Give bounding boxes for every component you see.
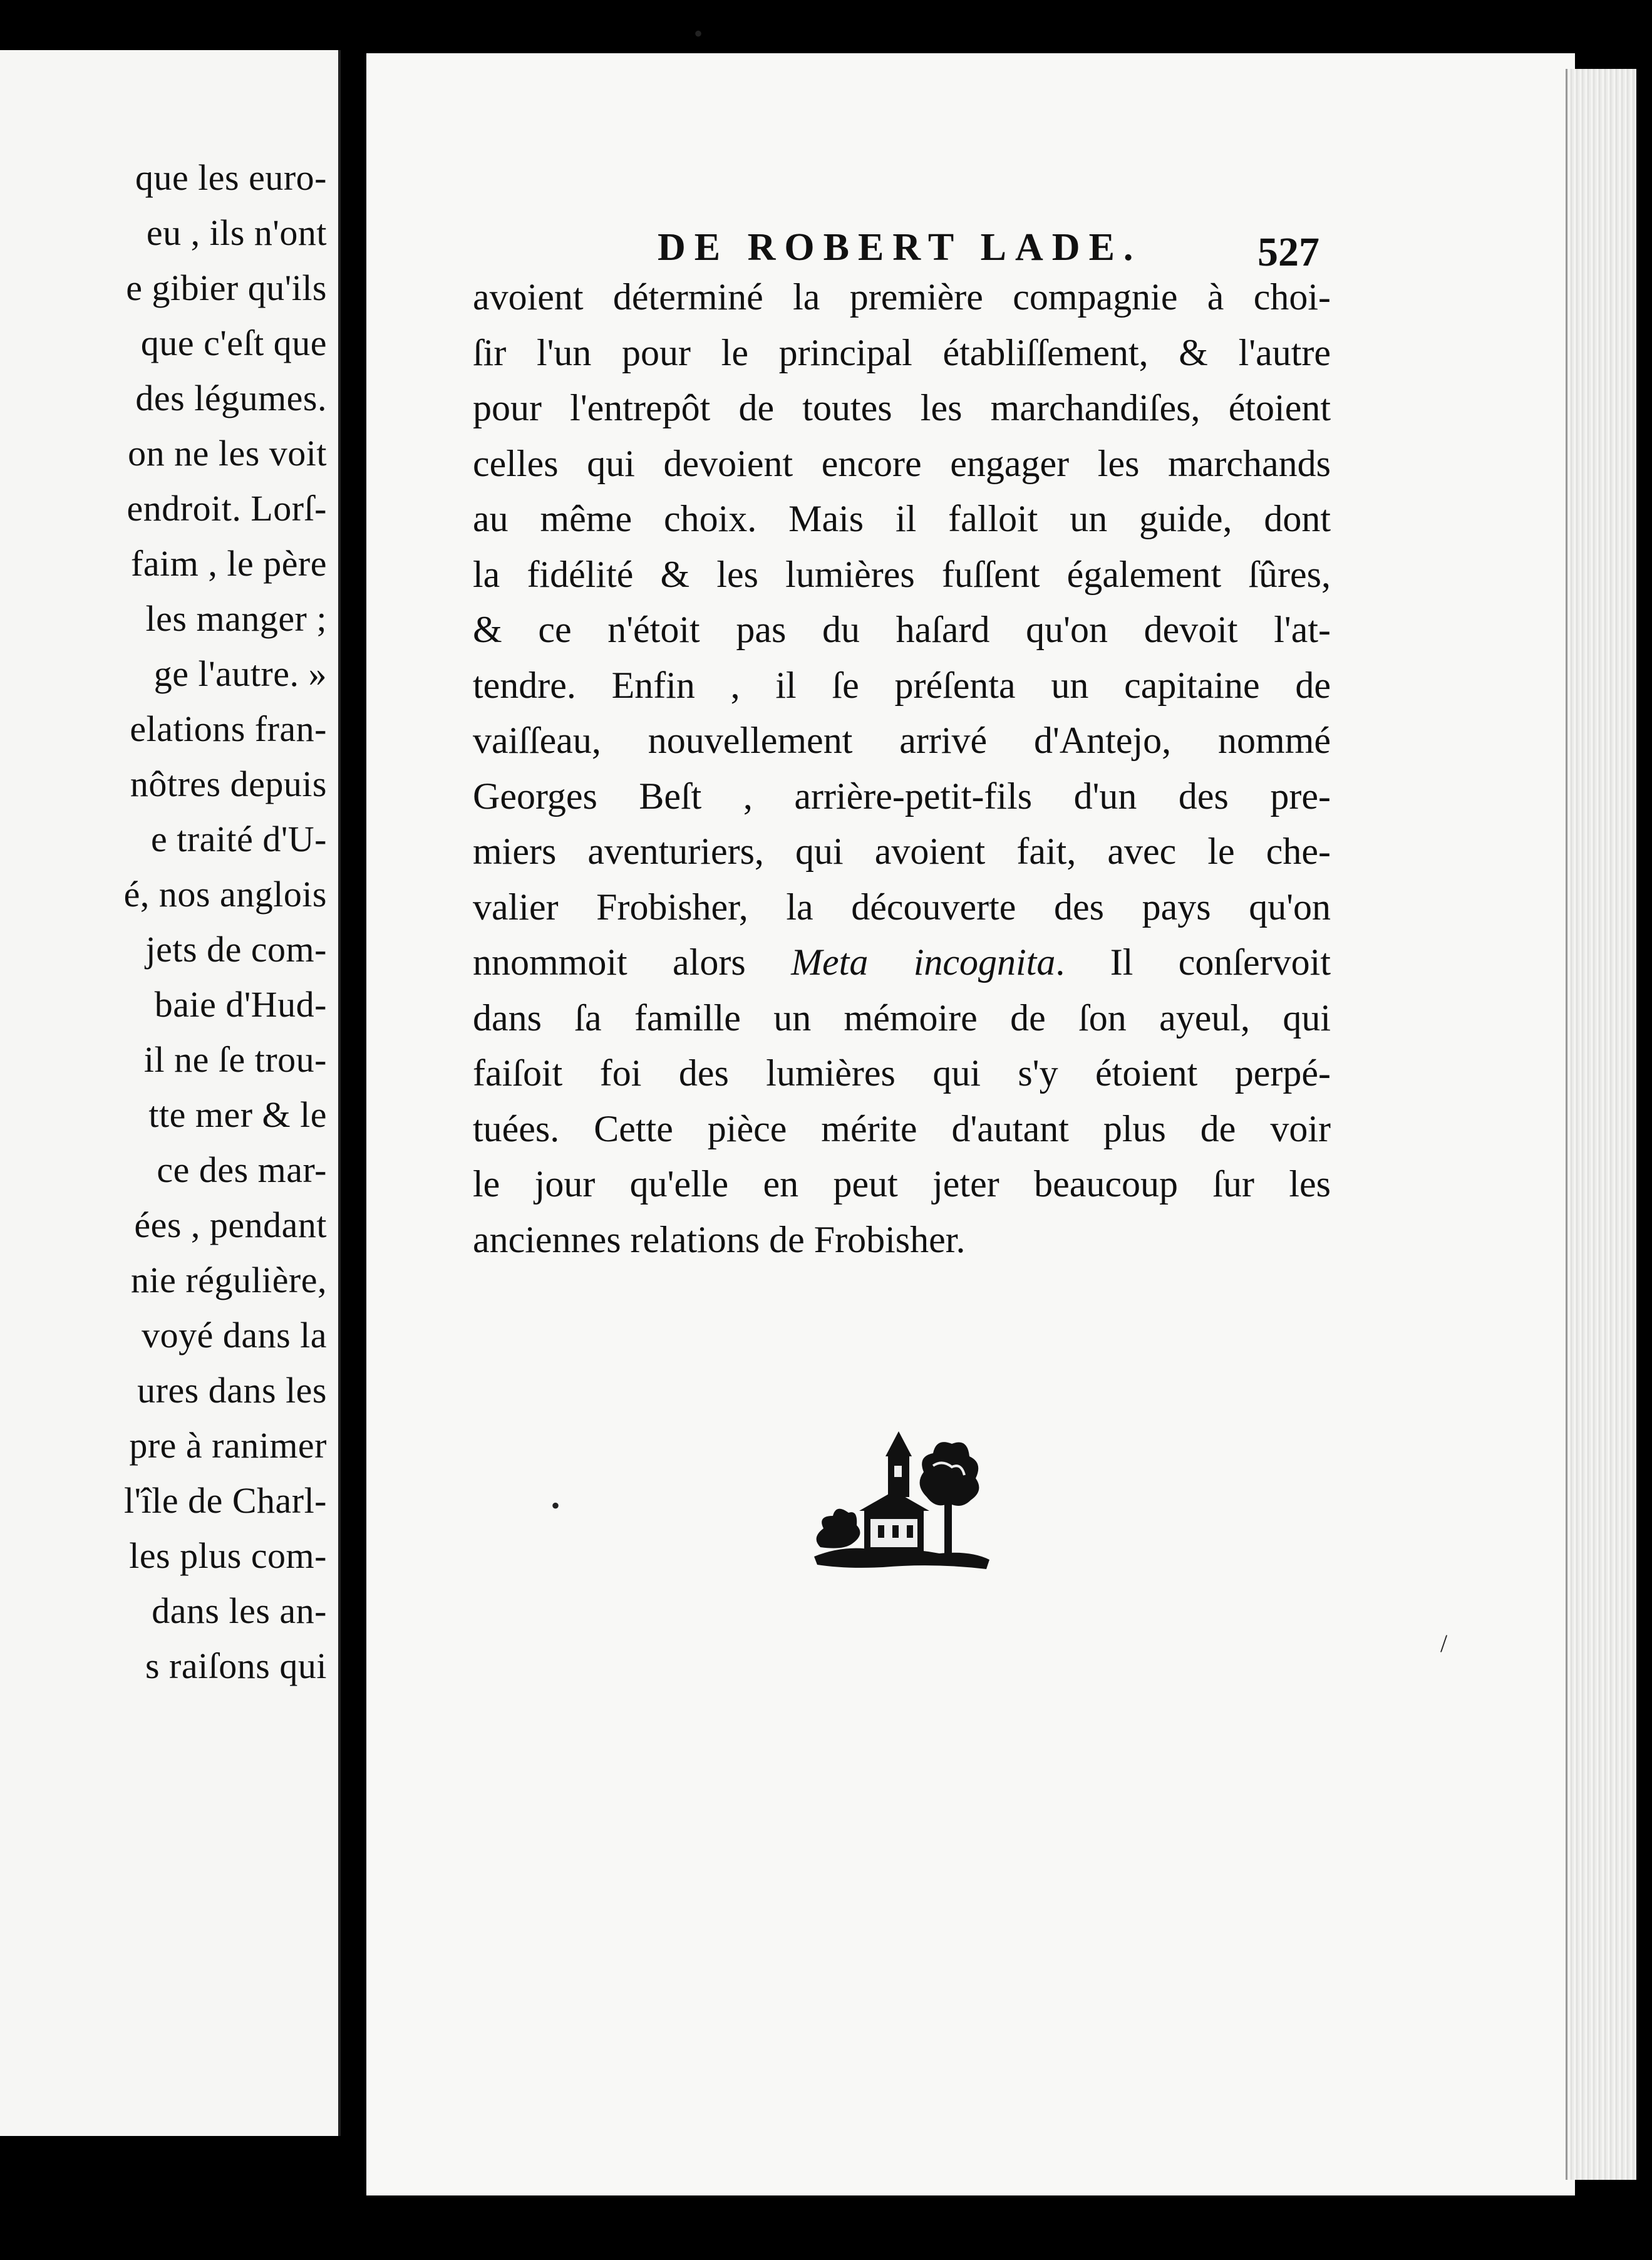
left-line: tte mer & le [148, 1094, 327, 1135]
left-line: nôtres depuis [130, 764, 327, 804]
italic-phrase: Meta incognita [791, 941, 1056, 983]
left-line: dans les an- [152, 1590, 327, 1631]
text-line: tuées. Cette pièce mérite d'autant plus de voir [473, 1107, 1331, 1149]
left-line: pre à ranimer [129, 1425, 327, 1466]
text-line: miers aventuriers, qui avoient fait, avec le che- [473, 831, 1331, 872]
text-segment: nnommoit alors [473, 941, 746, 983]
left-line: il ne ſe trou- [143, 1039, 327, 1080]
left-line: ées , pendant [134, 1205, 327, 1245]
text-line: vaiſſeau, nouvellement arrivé d'Antejo, nommé [473, 720, 1331, 761]
page-edges [1566, 69, 1636, 2180]
book-gutter [343, 50, 366, 2192]
left-line: jets de com- [145, 929, 327, 970]
body-text [473, 269, 1331, 1267]
text-line: dans ſa famille un mémoire de ſon ayeul, qui [473, 997, 1331, 1039]
text-line-with-italic [473, 935, 1331, 990]
left-line: ures dans les [137, 1370, 327, 1411]
text-line: Georges Beſt , arrière-petit-fils d'un des pre- [473, 775, 1331, 817]
left-line: ge l'autre. » [153, 653, 327, 694]
text-line: ſir l'un pour le principal établiſſement, & l'autre [473, 331, 1331, 373]
left-line: on ne les voit [128, 433, 327, 474]
left-line: e gibier qu'ils [126, 267, 327, 308]
text-line: la fidélité & les lumières fuſſent également ſûres, [473, 553, 1331, 595]
text-line: le jour qu'elle en peut jeter beaucoup ſur les [473, 1163, 1331, 1205]
left-page [0, 50, 341, 2136]
text-line: anciennes relations de Frobisher. [473, 1218, 966, 1260]
text-line: au même choix. Mais il falloit un guide, dont [473, 498, 1331, 539]
left-line: voyé dans la [142, 1315, 327, 1355]
speck: • [694, 19, 703, 48]
text-line: avoient déterminé la première compagnie à choi- [473, 276, 1331, 318]
left-line: faim , le père [131, 543, 327, 584]
text-line: & ce n'étoit pas du haſard qu'on devoit l'at- [473, 609, 1331, 650]
bleed-through-text [432, 1259, 1296, 1314]
text-line: valier Frobisher, la découverte des pays qu'on [473, 886, 1331, 928]
left-line: ce des mar- [157, 1149, 327, 1190]
tree-church-vignette [808, 1422, 996, 1578]
left-line: eu , ils n'ont [146, 212, 327, 253]
text-line: faiſoit foi des lumières qui s'y étoient perpé- [473, 1052, 1331, 1094]
speck: / [1440, 1629, 1448, 1657]
left-line: nie régulière, [131, 1260, 327, 1300]
left-line: é, nos anglois [123, 874, 327, 915]
left-line: que c'eſt que [140, 323, 327, 363]
page-number: 527 [1257, 229, 1319, 275]
left-line: les plus com- [129, 1535, 327, 1576]
text-line: pour l'entrepôt de toutes les marchandiſes, étoient [473, 387, 1331, 428]
left-line: elations fran- [130, 708, 327, 749]
left-line: e traité d'U- [150, 819, 327, 859]
text-line: tendre. Enfin , il ſe préſenta un capitaine de [473, 664, 1331, 706]
left-line: que les euro- [135, 157, 327, 198]
left-line: s raiſons qui [145, 1646, 327, 1686]
left-line: des légumes. [135, 378, 327, 418]
left-line: endroit. Lorſ- [126, 488, 327, 529]
running-head: DE ROBERT LADE. [658, 226, 1142, 269]
speck: • [551, 1491, 560, 1520]
left-line: baie d'Hud- [154, 984, 327, 1025]
left-line: les manger ; [145, 598, 327, 639]
left-line: l'île de Charl- [124, 1480, 327, 1521]
text-line: celles qui devoient encore engager les marchands [473, 442, 1331, 484]
text-segment: . Il conſervoit [1055, 941, 1331, 983]
